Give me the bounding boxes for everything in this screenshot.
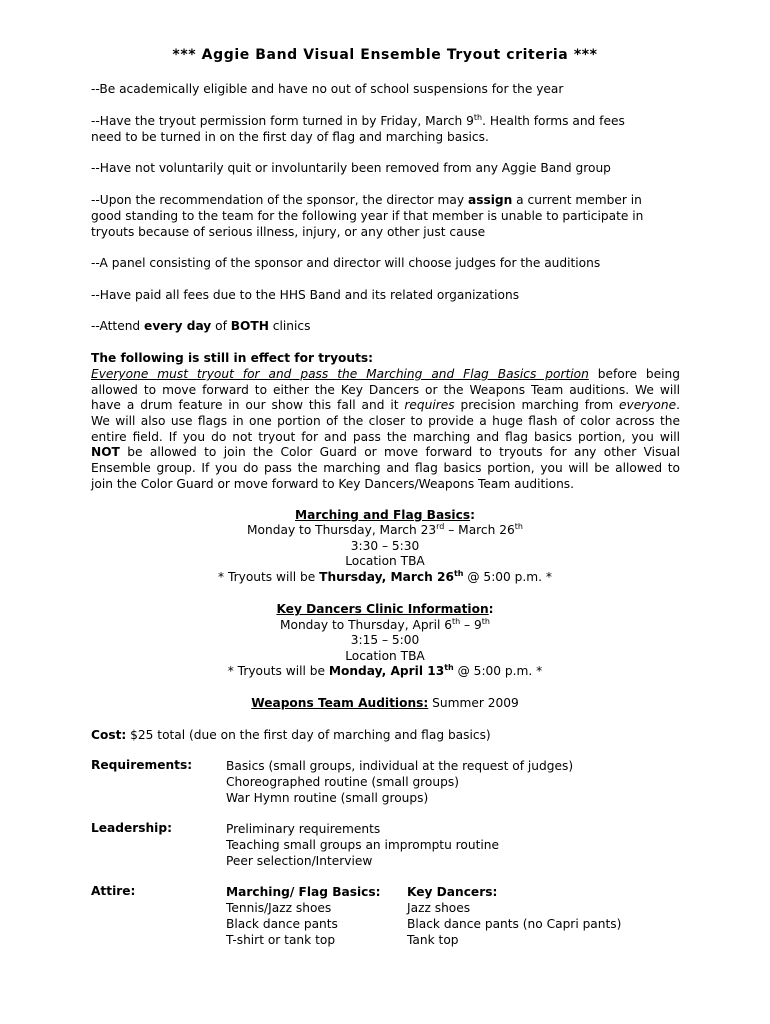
keydancers-tryout: * Tryouts will be Monday, April 13th @ 5:00 p.m. *: [227, 663, 543, 678]
criterion-attend-clinics: --Attend every day of BOTH clinics: [91, 319, 311, 333]
list-item: Black dance pants (no Capri pants): [407, 917, 622, 931]
criterion-judges-panel: --A panel consisting of the sponsor and director will choose judges for the auditions: [91, 256, 601, 270]
effect-paragraph-line: We will also use flags in one portion of the closer to provide a huge flash of color across the: [91, 414, 680, 428]
marching-time: 3:30 – 5:30: [350, 539, 420, 553]
marching-heading: Marching and Flag Basics:: [295, 508, 475, 522]
attire-label: Attire:: [91, 884, 136, 898]
attire-marching-heading: Marching/ Flag Basics:: [226, 885, 381, 899]
criterion-sponsor-recommendation: --Upon the recommendation of the sponsor, the director may assign a current member in: [91, 193, 642, 207]
effect-paragraph-line: join the Color Guard or move forward to Key Dancers/Weapons Team auditions.: [91, 477, 575, 491]
effect-paragraph-line: allowed to move forward to either the Key Dancers or the Weapons Team auditions. We will: [91, 383, 680, 397]
list-item: Tank top: [407, 933, 459, 947]
marching-dates: Monday to Thursday, March 23rd – March 26th: [247, 522, 523, 537]
marching-location: Location TBA: [345, 554, 425, 568]
effect-heading: The following is still in effect for tryouts:: [91, 351, 374, 365]
marching-tryout: * Tryouts will be Thursday, March 26th @ 5:00 p.m. *: [217, 569, 553, 584]
keydancers-location: Location TBA: [345, 649, 425, 663]
page-title: *** Aggie Band Visual Ensemble Tryout criteria ***: [172, 47, 598, 63]
attire-dancers-heading: Key Dancers:: [407, 885, 498, 899]
effect-paragraph-line: Everyone must tryout for and pass the Marching and Flag Basics portion before being: [91, 367, 680, 381]
list-item: Teaching small groups an impromptu routine: [226, 838, 499, 852]
attire-dancers-list: [407, 884, 621, 948]
list-item: Preliminary requirements: [226, 822, 381, 836]
criterion-sponsor-recommendation-cont: good standing to the team for the following year if that member is unable to participate in: [91, 209, 644, 223]
criterion-sponsor-recommendation-cont2: tryouts because of serious illness, injury, or any other just cause: [91, 225, 486, 239]
criterion-academic: --Be academically eligible and have no out of school suspensions for the year: [91, 82, 564, 96]
keydancers-heading: Key Dancers Clinic Information:: [276, 602, 494, 616]
effect-paragraph-line: entire field. If you do not tryout for and pass the marching and flag basics portion, you will: [91, 430, 680, 444]
list-item: Choreographed routine (small groups): [226, 775, 459, 789]
criterion-permission-form: --Have the tryout permission form turned in by Friday, March 9th. Health forms and fees: [91, 113, 625, 128]
list-item: T-shirt or tank top: [226, 933, 336, 947]
list-item: Black dance pants: [226, 917, 338, 931]
criterion-fees: --Have paid all fees due to the HHS Band and its related organizations: [91, 288, 520, 302]
list-item: War Hymn routine (small groups): [226, 791, 429, 805]
list-item: Jazz shoes: [407, 901, 471, 915]
requirements-label: Requirements:: [91, 758, 193, 772]
keydancers-dates: Monday to Thursday, April 6th – 9th: [279, 617, 491, 632]
attire-marching-list: [226, 884, 381, 948]
list-item: Basics (small groups, individual at the request of judges): [226, 759, 574, 773]
leadership-label: Leadership:: [91, 821, 172, 835]
effect-paragraph-line: Ensemble group. If you do pass the marching and flag basics portion, you will be allowed to: [91, 461, 680, 475]
effect-paragraph-line: NOT be allowed to join the Color Guard or move forward to tryouts for any other Visual: [91, 445, 680, 459]
weapons-heading: Weapons Team Auditions: Summer 2009: [251, 696, 519, 710]
criterion-not-quit: --Have not voluntarily quit or involuntarily been removed from any Aggie Band group: [91, 161, 611, 175]
effect-paragraph-line: have a drum feature in our show this fall and it requires precision marching from everyone.: [91, 398, 680, 412]
list-item: Peer selection/Interview: [226, 854, 373, 868]
leadership-list: [226, 821, 499, 869]
cost-line: Cost: $25 total (due on the first day of marching and flag basics): [91, 728, 491, 742]
requirements-list: [226, 758, 573, 806]
keydancers-time: 3:15 – 5:00: [350, 633, 420, 647]
criterion-permission-form-cont: need to be turned in on the first day of flag and marching basics.: [91, 130, 489, 144]
list-item: Tennis/Jazz shoes: [226, 901, 332, 915]
